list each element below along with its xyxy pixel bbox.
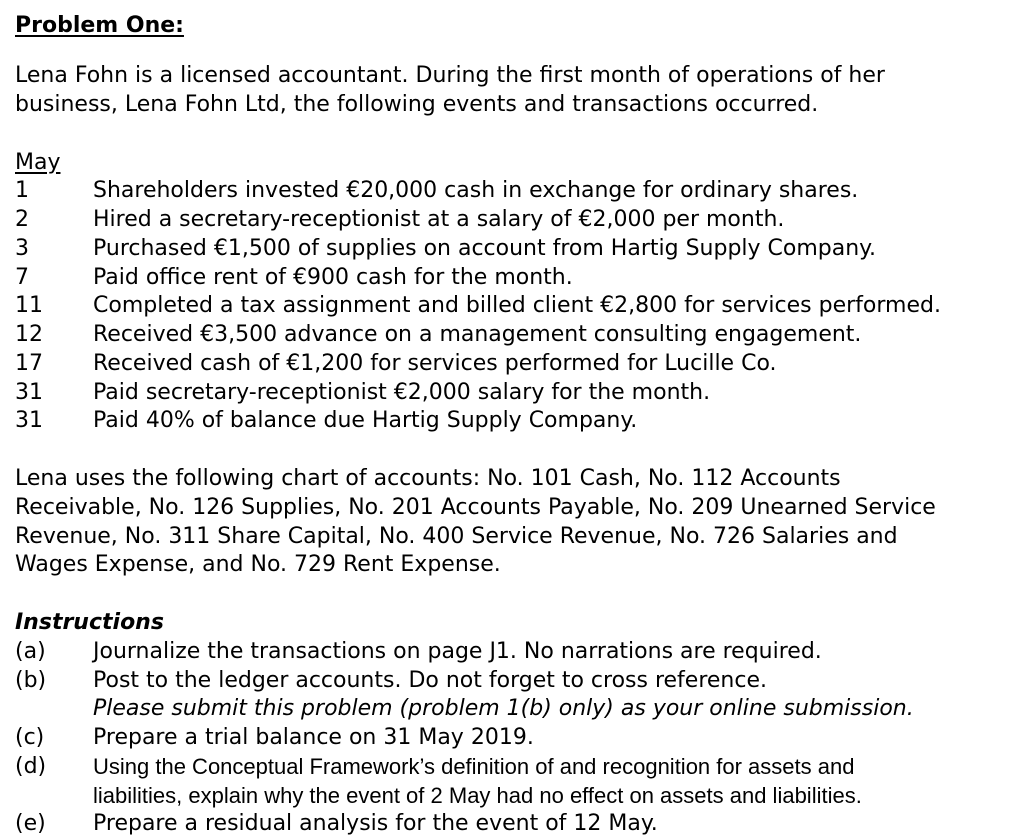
month-heading: May	[15, 149, 61, 175]
transaction-day: 31	[15, 408, 43, 434]
instruction-item-d	[15, 753, 1019, 811]
instruction-letter: (b)	[15, 667, 47, 693]
intro-line-1: Lena Fohn is a licensed accountant. During the first month of operations of her	[15, 63, 885, 88]
transaction-day: 7	[15, 264, 29, 290]
transaction-day: 12	[15, 322, 43, 347]
instruction-letter: (e)	[15, 811, 46, 837]
instruction-item-a	[15, 638, 1019, 667]
instruction-text-line-1: Using the Conceptual Framework’s definition of and recognition for assets and	[93, 753, 855, 779]
transaction-text: Hired a secretary-receptionist at a salary of €2,000 per month.	[93, 207, 785, 232]
transaction-row	[15, 206, 1019, 235]
transaction-text: Received cash of €1,200 for services performed for Lucille Co.	[93, 350, 777, 376]
transaction-text: Paid office rent of €900 cash for the month.	[93, 264, 573, 290]
problem-document	[15, 10, 1019, 839]
transaction-day: 31	[15, 379, 43, 405]
chart-line-4: Wages Expense, and No. 729 Rent Expense.	[15, 552, 501, 578]
submission-note: Please submit this problem (problem 1(b) only) as your online submission.	[93, 696, 914, 722]
transaction-row	[15, 235, 1019, 264]
transaction-row	[15, 350, 1019, 379]
instructions-heading: Instructions	[15, 610, 164, 635]
transaction-text: Received €3,500 advance on a management consulting engagement.	[93, 322, 862, 347]
transaction-day: 2	[15, 207, 29, 232]
intro-line-2: business, Lena Fohn Ltd, the following events and transactions occurred.	[15, 91, 819, 117]
transaction-row	[15, 321, 1019, 350]
instruction-text-line-2: liabilities, explain why the event of 2 May had no effect on assets and liabilities.	[93, 782, 862, 808]
chart-line-1: Lena uses the following chart of accounts: No. 101 Cash, No. 112 Accounts	[15, 466, 841, 491]
transaction-day: 1	[15, 178, 29, 204]
transaction-row	[15, 292, 1019, 321]
transaction-text: Purchased €1,500 of supplies on account from Hartig Supply Company.	[93, 235, 877, 261]
transaction-row	[15, 379, 1019, 408]
transaction-row	[15, 264, 1019, 293]
instruction-letter: (d)	[15, 753, 47, 779]
instruction-text: Prepare a trial balance on 31 May 2019.	[93, 725, 534, 750]
transaction-day: 3	[15, 235, 29, 261]
instruction-item-c	[15, 724, 1019, 753]
chart-line-2: Receivable, No. 126 Supplies, No. 201 Accounts Payable, No. 209 Unearned Service	[15, 494, 936, 520]
page-title: Problem One:	[15, 13, 184, 38]
transaction-list	[15, 177, 1019, 436]
transaction-text: Shareholders invested €20,000 cash in exchange for ordinary shares.	[93, 178, 859, 204]
transaction-row	[15, 177, 1019, 206]
instruction-text: Journalize the transactions on page J1. No narrations are required.	[93, 638, 822, 664]
instruction-letter: (c)	[15, 725, 45, 750]
transaction-day: 17	[15, 350, 43, 376]
instruction-item-e	[15, 810, 1019, 839]
chart-line-3: Revenue, No. 311 Share Capital, No. 400 Service Revenue, No. 726 Salaries and	[15, 523, 898, 549]
instruction-text: Prepare a residual analysis for the event of 12 May.	[93, 811, 658, 837]
instruction-text: Post to the ledger accounts. Do not forget to cross reference.	[93, 667, 767, 693]
chart-of-accounts-paragraph	[15, 465, 1019, 580]
transaction-text: Paid secretary-receptionist €2,000 salary for the month.	[93, 379, 711, 405]
transaction-row	[15, 407, 1019, 436]
instructions-list	[15, 638, 1019, 839]
instruction-item-b	[15, 667, 1019, 725]
transaction-day: 11	[15, 293, 43, 319]
intro-paragraph	[15, 62, 1019, 120]
instruction-letter: (a)	[15, 638, 46, 664]
transaction-text: Paid 40% of balance due Hartig Supply Company.	[93, 408, 638, 434]
transaction-text: Completed a tax assignment and billed client €2,800 for services performed.	[93, 293, 941, 319]
